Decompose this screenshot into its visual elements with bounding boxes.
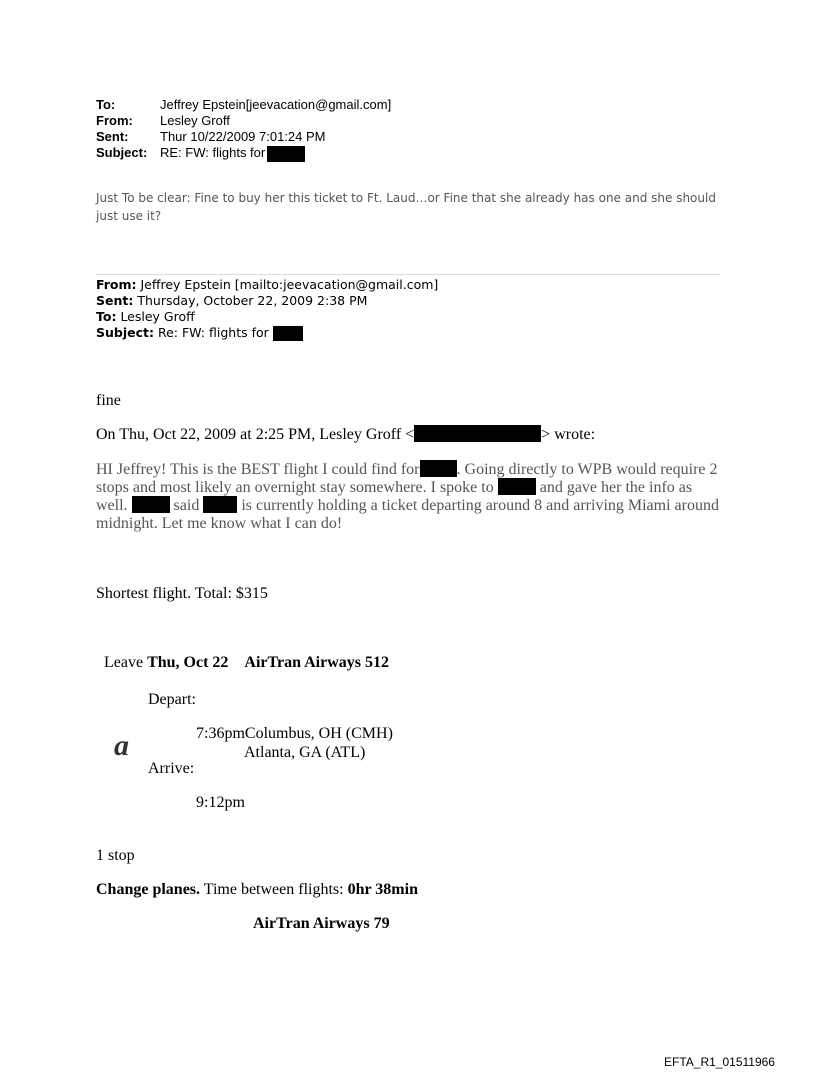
- on-wrote-suffix: > wrote:: [541, 426, 596, 443]
- header-from-row: [96, 113, 230, 129]
- leave-label: Leave: [104, 654, 144, 671]
- redaction-box: [420, 460, 457, 477]
- change-planes-row: [96, 881, 418, 899]
- leave-date: Thu, Oct 22: [147, 654, 229, 671]
- header-subject-row: [96, 145, 305, 162]
- redaction-box: [267, 146, 305, 162]
- quote-text: well.: [96, 497, 128, 514]
- quote-text: is currently holding a ticket departing around 8 and arriving Miami around: [241, 497, 719, 514]
- forwarded-to-value: Lesley Groff: [120, 309, 195, 324]
- leave-row: [104, 654, 389, 672]
- forwarded-subject-label: Subject:: [96, 325, 154, 340]
- quote-text: . Going directly to WPB would require 2: [456, 461, 718, 478]
- shortest-flight-line: Shortest flight. Total: $315: [96, 585, 268, 602]
- body-fine: fine: [96, 392, 121, 409]
- forwarded-subject-value: Re: FW: flights for: [157, 325, 269, 340]
- quote-text: HI Jeffrey! This is the BEST flight I could find for: [96, 461, 420, 478]
- on-wrote-prefix: On Thu, Oct 22, 2009 at 2:25 PM, Lesley Groff <: [96, 426, 415, 443]
- header-to-value: Jeffrey Epstein[jeevacation@gmail.com]: [160, 97, 392, 112]
- forwarded-to-label: To:: [96, 309, 117, 324]
- arrive-city: Atlanta, GA (ATL): [244, 744, 366, 761]
- redaction-box: [273, 326, 303, 341]
- separator-line: [96, 274, 721, 275]
- redaction-box: [414, 425, 541, 442]
- forwarded-from-row: [96, 277, 438, 293]
- header-to-label: To:: [96, 97, 116, 112]
- redaction-box: [132, 496, 170, 513]
- next-flight: AirTran Airways 79: [253, 915, 390, 932]
- quote-text: and gave her the info as: [539, 479, 693, 496]
- quote-line: [96, 479, 692, 497]
- reply-text: Just To be clear: Fine to buy her this ticket to Ft. Laud…or Fine that she already has one and she should just use it?: [96, 191, 716, 223]
- quote-line: [96, 461, 718, 479]
- change-planes-label: Change planes.: [96, 881, 201, 898]
- airline-logo-icon: a: [114, 729, 129, 762]
- quote-text: said: [173, 497, 200, 514]
- forwarded-sent-value: Thursday, October 22, 2009 2:38 PM: [137, 293, 368, 308]
- forwarded-sent-label: Sent:: [96, 293, 134, 308]
- quote-text: stops and most likely an overnight stay somewhere. I spoke to: [96, 479, 494, 496]
- quote-text: midnight. Let me know what I can do!: [96, 515, 343, 532]
- stops-count: 1 stop: [96, 847, 135, 864]
- header-to-row: [96, 97, 391, 113]
- forwarded-to-row: [96, 309, 195, 325]
- airline-flight: AirTran Airways 512: [244, 654, 390, 671]
- header-sent-row: [96, 129, 326, 145]
- quote-line: [96, 497, 719, 515]
- header-subject-label: Subject:: [96, 145, 148, 160]
- redaction-box: [498, 478, 536, 495]
- time-between-label: Time between flights:: [203, 881, 344, 898]
- depart-time-city: 7:36pmColumbus, OH (CMH): [196, 725, 393, 742]
- forwarded-subject-row: [96, 325, 303, 341]
- arrive-time: 9:12pm: [196, 794, 245, 811]
- header-subject-value: RE: FW: flights for: [160, 145, 266, 160]
- forwarded-from-label: From:: [96, 277, 137, 292]
- redaction-box: [203, 496, 237, 513]
- forwarded-sent-row: [96, 293, 367, 309]
- arrive-label: Arrive:: [148, 760, 195, 777]
- depart-label: Depart:: [148, 691, 196, 708]
- time-between-value: 0hr 38min: [347, 881, 418, 898]
- header-from-label: From:: [96, 113, 133, 128]
- forwarded-from-value: Jeffrey Epstein [mailto:jeevacation@gmail.com]: [140, 277, 439, 292]
- on-wrote-line: [96, 426, 595, 444]
- header-from-value: Lesley Groff: [160, 113, 230, 128]
- quote-line: [96, 515, 342, 533]
- document-id: EFTA_R1_01511966: [664, 1055, 775, 1069]
- header-sent-value: Thur 10/22/2009 7:01:24 PM: [160, 129, 326, 144]
- header-sent-label: Sent:: [96, 129, 129, 144]
